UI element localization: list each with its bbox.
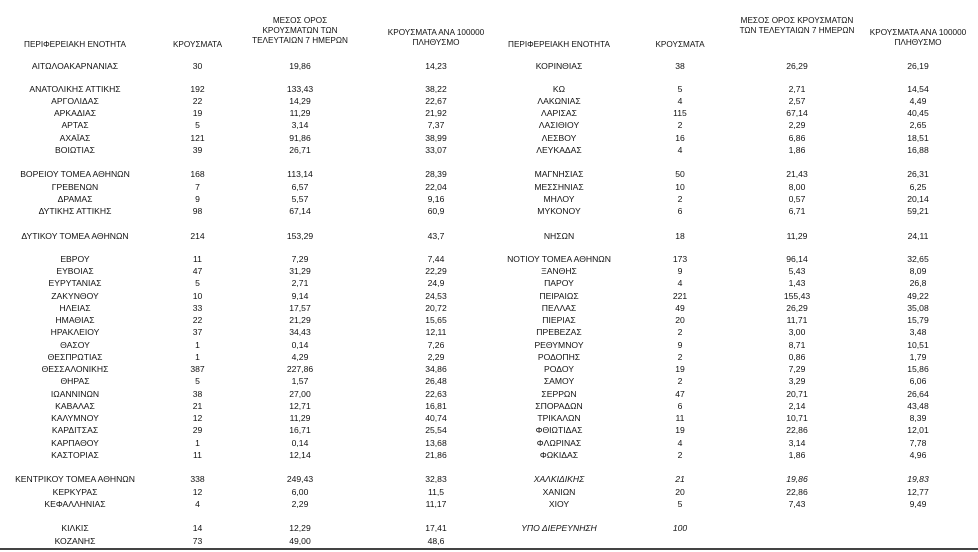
cases-cell: 4	[677, 145, 683, 155]
avg7-cell: 5,57	[291, 194, 309, 204]
region-name-cell: ΡΟΔΟΠΗΣ	[537, 352, 581, 362]
avg7-cell: 1,43	[788, 278, 806, 288]
avg7-cell: 4,29	[291, 352, 309, 362]
cases-cell: 221	[672, 291, 688, 301]
per100k-cell: 4,49	[909, 96, 927, 106]
avg7-cell: 1,86	[788, 450, 806, 460]
region-name-cell: ΚΑΣΤΟΡΙΑΣ	[51, 450, 99, 460]
region-name-cell: ΚΙΛΚΙΣ	[61, 523, 89, 533]
per100k-cell: 9,49	[909, 499, 927, 509]
per100k-cell: 26,64	[907, 389, 929, 399]
region-name-cell: ΚΑΒΑΛΑΣ	[55, 401, 95, 411]
avg7-cell: 21,29	[289, 315, 311, 325]
avg7-cell: 3,14	[788, 438, 806, 448]
cases-cell: 4	[677, 96, 683, 106]
per100k-cell: 32,83	[425, 474, 447, 484]
per100k-cell: 4,96	[909, 450, 927, 460]
per100k-cell: 12,77	[907, 487, 929, 497]
region-name-cell: ΡΕΘΥΜΝΟΥ	[534, 340, 584, 350]
avg7-cell: 2,29	[788, 120, 806, 130]
per100k-cell: 1,79	[909, 352, 927, 362]
per100k-cell: 22,29	[425, 266, 447, 276]
region-name-cell: ΕΥΒΟΙΑΣ	[56, 266, 94, 276]
avg7-cell: 96,14	[786, 254, 808, 264]
avg7-cell: 11,29	[289, 413, 311, 423]
avg7-cell: 26,29	[786, 303, 808, 313]
cases-cell: 1	[195, 352, 200, 362]
avg7-cell: 67,14	[786, 108, 808, 118]
region-name-cell: ΕΥΡΥΤΑΝΙΑΣ	[48, 278, 102, 288]
avg7-cell: 153,29	[286, 231, 314, 241]
per100k-cell: 40,45	[907, 108, 929, 118]
cases-cell: 14	[192, 523, 203, 533]
avg7-cell: 6,57	[291, 182, 309, 192]
per100k-cell: 7,78	[909, 438, 927, 448]
region-name-cell: ΕΒΡΟΥ	[60, 254, 90, 264]
avg7-cell: 17,57	[289, 303, 311, 313]
region-name-cell: ΔΡΑΜΑΣ	[57, 194, 93, 204]
avg7-cell: 9,14	[291, 291, 309, 301]
region-name-cell: ΜΥΚΟΝΟΥ	[537, 206, 581, 216]
region-name-cell: ΦΩΚΙΔΑΣ	[539, 450, 579, 460]
region-name-cell: ΠΙΕΡΙΑΣ	[542, 315, 576, 325]
region-name-cell: ΗΛΕΙΑΣ	[59, 303, 91, 313]
avg7-cell: 14,29	[289, 96, 311, 106]
per100k-cell: 32,65	[907, 254, 929, 264]
cases-cell: 9	[195, 194, 200, 204]
region-name-cell: ΜΗΛΟΥ	[543, 194, 575, 204]
region-name-cell: ΚΕΦΑΛΛΗΝΙΑΣ	[44, 499, 106, 509]
cases-cell: 49	[675, 303, 685, 313]
per100k-cell: 6,25	[909, 182, 927, 192]
cases-cell: 2	[677, 120, 683, 130]
cases-cell: 5	[677, 84, 683, 94]
avg7-cell: 91,86	[289, 133, 311, 143]
cases-cell: 10	[192, 291, 203, 301]
cases-cell: 98	[192, 206, 203, 216]
region-name-cell: ΘΗΡΑΣ	[60, 376, 90, 386]
cases-cell: 73	[192, 536, 203, 546]
per100k-cell: 15,79	[907, 315, 929, 325]
region-name-cell: ΒΟΡΕΙΟΥ ΤΟΜΕΑ ΑΘΗΝΩΝ	[20, 169, 130, 179]
avg7-cell: 12,29	[289, 523, 311, 533]
cases-cell: 5	[195, 376, 200, 386]
header-region-right: ΠΕΡΙΦΕΡΕΙΑΚΗ ΕΝΟΤΗΤΑ	[508, 40, 610, 49]
cases-cell: 38	[192, 389, 203, 399]
region-name-cell: ΠΡΕΒΕΖΑΣ	[536, 327, 582, 337]
per100k-cell: 17,41	[425, 523, 447, 533]
region-name-cell: ΣΑΜΟΥ	[543, 376, 575, 386]
region-name-cell: ΠΕΙΡΑΙΩΣ	[539, 291, 579, 301]
avg7-cell: 22,86	[786, 425, 808, 435]
cases-cell: 9	[677, 266, 683, 276]
region-name-cell: ΦΛΩΡΙΝΑΣ	[536, 438, 582, 448]
avg7-cell: 10,71	[786, 413, 808, 423]
region-name-cell: ΔΥΤΙΚΗΣ ΑΤΤΙΚΗΣ	[38, 206, 112, 216]
per100k-cell: 25,54	[425, 425, 447, 435]
region-name-cell: ΠΑΡΟΥ	[544, 278, 574, 288]
region-name-cell: ΧΑΝΙΩΝ	[542, 487, 576, 497]
per100k-cell: 59,21	[907, 206, 929, 216]
cases-cell: 121	[190, 133, 205, 143]
avg7-cell: 249,43	[286, 474, 314, 484]
cases-cell: 21	[675, 474, 685, 484]
region-name-cell: ΝΟΤΙΟΥ ΤΟΜΕΑ ΑΘΗΝΩΝ	[507, 254, 611, 264]
region-name-cell: ΣΕΡΡΩΝ	[541, 389, 577, 399]
avg7-cell: 2,14	[788, 401, 806, 411]
region-name-cell: ΛΕΥΚΑΔΑΣ	[536, 145, 582, 155]
cases-cell: 214	[190, 231, 205, 241]
avg7-cell: 2,57	[788, 96, 806, 106]
region-name-cell: ΚΑΡΠΑΘΟΥ	[51, 438, 99, 448]
per100k-cell: 14,23	[425, 61, 447, 71]
per100k-cell: 21,92	[425, 108, 447, 118]
avg7-cell: 49,00	[289, 536, 311, 546]
avg7-cell: 26,29	[786, 61, 808, 71]
cases-cell: 11	[193, 450, 202, 460]
region-name-cell: ΔΥΤΙΚΟΥ ΤΟΜΕΑ ΑΘΗΝΩΝ	[21, 231, 129, 241]
avg7-cell: 7,29	[788, 364, 806, 374]
cases-cell: 20	[675, 315, 685, 325]
region-name-cell: ΜΕΣΣΗΝΙΑΣ	[534, 182, 584, 192]
avg7-cell: 20,71	[786, 389, 808, 399]
region-name-cell: ΓΡΕΒΕΝΩΝ	[51, 182, 99, 192]
cases-cell: 2	[677, 376, 683, 386]
cases-cell: 11	[675, 413, 685, 423]
cases-cell: 16	[675, 133, 685, 143]
region-name-cell: ΧΙΟΥ	[548, 499, 570, 509]
cases-cell: 2	[677, 450, 683, 460]
region-name-cell: ΚΑΡΔΙΤΣΑΣ	[51, 425, 99, 435]
avg7-cell: 7,29	[291, 254, 309, 264]
region-name-cell: ΚΕΝΤΡΙΚΟΥ ΤΟΜΕΑ ΑΘΗΝΩΝ	[15, 474, 135, 484]
per100k-cell: 22,04	[425, 182, 447, 192]
avg7-cell: 21,43	[786, 169, 808, 179]
avg7-cell: 2,71	[788, 84, 806, 94]
per100k-cell: 34,86	[425, 364, 447, 374]
per100k-cell: 20,72	[425, 303, 447, 313]
avg7-cell: 12,71	[289, 401, 311, 411]
region-name-cell: ΒΟΙΩΤΙΑΣ	[55, 145, 95, 155]
header-cases-left: ΚΡΟΥΣΜΑΤΑ	[172, 40, 223, 49]
region-name-cell: ΘΕΣΣΑΛΟΝΙΚΗΣ	[41, 364, 109, 374]
avg7-cell: 0,86	[788, 352, 806, 362]
avg7-cell: 6,00	[291, 487, 309, 497]
avg7-cell: 6,71	[788, 206, 806, 216]
avg7-cell: 67,14	[289, 206, 311, 216]
avg7-cell: 3,29	[788, 376, 806, 386]
region-name-cell: ΑΡΚΑΔΙΑΣ	[53, 108, 97, 118]
avg7-cell: 8,71	[788, 340, 806, 350]
region-name-cell: ΗΡΑΚΛΕΙΟΥ	[50, 327, 100, 337]
per100k-cell: 11,17	[425, 499, 447, 509]
region-name-cell: ΙΩΑΝΝΙΝΩΝ	[50, 389, 100, 399]
avg7-cell: 2,71	[291, 278, 309, 288]
avg7-cell: 8,00	[788, 182, 806, 192]
per100k-cell: 10,51	[907, 340, 929, 350]
cases-cell: 5	[195, 120, 200, 130]
per100k-cell: 26,8	[909, 278, 927, 288]
header-region-left: ΠΕΡΙΦΕΡΕΙΑΚΗ ΕΝΟΤΗΤΑ	[24, 40, 126, 49]
per100k-cell: 43,48	[907, 401, 929, 411]
per100k-cell: 8,39	[909, 413, 927, 423]
cases-cell: 33	[192, 303, 203, 313]
cases-cell: 7	[195, 182, 200, 192]
per100k-cell: 7,26	[427, 340, 445, 350]
per100k-cell: 12,01	[907, 425, 929, 435]
per100k-cell: 2,65	[909, 120, 927, 130]
cases-cell: 19	[675, 425, 685, 435]
avg7-cell: 6,86	[788, 133, 806, 143]
region-name-cell: ΚΩ	[552, 84, 566, 94]
per100k-cell: 48,6	[427, 536, 445, 546]
avg7-cell: 0,57	[788, 194, 806, 204]
avg7-cell: 11,29	[289, 108, 311, 118]
avg7-cell: 227,86	[286, 364, 314, 374]
avg7-cell: 27,00	[289, 389, 311, 399]
avg7-cell: 3,14	[291, 120, 309, 130]
cases-cell: 4	[677, 278, 683, 288]
cases-cell: 2	[677, 194, 683, 204]
header-avg7-right: ΜΕΣΟΣ ΟΡΟΣ ΚΡΟΥΣΜΑΤΩΝ ΤΩΝ ΤΕΛΕΥΤΑΙΩΝ 7 ΗΜΕΡΩΝ	[739, 16, 855, 35]
avg7-cell: 12,14	[289, 450, 311, 460]
avg7-cell: 1,86	[788, 145, 806, 155]
per100k-cell: 35,08	[907, 303, 929, 313]
region-name-cell: ΡΟΔΟΥ	[544, 364, 574, 374]
cases-cell: 18	[675, 231, 685, 241]
region-name-cell: ΚΟΖΑΝΗΣ	[54, 536, 96, 546]
per100k-cell: 15,86	[907, 364, 929, 374]
avg7-cell: 155,43	[783, 291, 811, 301]
cases-cell: 19	[192, 108, 203, 118]
per100k-cell: 49,22	[907, 291, 929, 301]
cases-cell: 47	[675, 389, 685, 399]
avg7-cell: 19,86	[786, 474, 808, 484]
cases-cell: 192	[190, 84, 205, 94]
avg7-cell: 7,43	[788, 499, 806, 509]
avg7-cell: 31,29	[289, 266, 311, 276]
cases-cell: 168	[190, 169, 205, 179]
cases-cell: 173	[672, 254, 688, 264]
cases-cell: 115	[673, 108, 687, 118]
region-name-cell: ΛΑΚΩΝΙΑΣ	[537, 96, 581, 106]
cases-cell: 2	[677, 352, 683, 362]
header-per100k-right: ΚΡΟΥΣΜΑΤΑ ΑΝΑ 100000 ΠΛΗΘΥΣΜΟ	[869, 28, 967, 47]
per100k-cell: 33,07	[425, 145, 447, 155]
cases-cell: 338	[190, 474, 205, 484]
per100k-cell: 24,53	[425, 291, 447, 301]
per100k-cell: 8,09	[909, 266, 927, 276]
per100k-cell: 12,11	[425, 327, 447, 337]
region-name-cell: ΚΑΛΥΜΝΟΥ	[51, 413, 99, 423]
per100k-cell: 28,39	[425, 169, 447, 179]
table-bottom-border	[0, 548, 978, 550]
per100k-cell: 38,99	[425, 133, 447, 143]
per100k-cell: 6,06	[909, 376, 927, 386]
region-name-cell: ΛΕΣΒΟΥ	[541, 133, 577, 143]
per100k-cell: 7,37	[427, 120, 445, 130]
region-name-cell: ΞΑΝΘΗΣ	[541, 266, 577, 276]
per100k-cell: 43,7	[427, 231, 445, 241]
cases-cell: 12	[192, 413, 203, 423]
cases-cell: 21	[192, 401, 203, 411]
avg7-cell: 34,43	[289, 327, 311, 337]
per100k-cell: 38,22	[425, 84, 447, 94]
per100k-cell: 11,5	[427, 487, 445, 497]
cases-cell: 12	[192, 487, 203, 497]
avg7-cell: 0,14	[291, 438, 309, 448]
region-name-cell: ΑΡΤΑΣ	[61, 120, 89, 130]
avg7-cell: 2,29	[291, 499, 309, 509]
region-name-cell: ΑΙΤΩΛΟΑΚΑΡΝΑΝΙΑΣ	[31, 61, 119, 71]
region-name-cell: ΖΑΚΥΝΘΟΥ	[51, 291, 99, 301]
per100k-cell: 22,63	[425, 389, 447, 399]
region-name-cell: ΦΘΙΩΤΙΔΑΣ	[535, 425, 583, 435]
cases-cell: 2	[677, 327, 683, 337]
cases-cell: 5	[195, 278, 200, 288]
avg7-cell: 26,71	[289, 145, 311, 155]
region-name-cell: ΥΠΟ ΔΙΕΡΕΥΝΗΣΗ	[521, 523, 597, 533]
region-name-cell: ΑΡΓΟΛΙΔΑΣ	[51, 96, 99, 106]
cases-cell: 22	[192, 96, 203, 106]
per100k-cell: 26,31	[907, 169, 929, 179]
per100k-cell: 22,67	[425, 96, 447, 106]
cases-cell: 11	[193, 254, 202, 264]
cases-cell: 20	[675, 487, 685, 497]
region-name-cell: ΣΠΟΡΑΔΩΝ	[535, 401, 583, 411]
per100k-cell: 18,51	[907, 133, 929, 143]
region-name-cell: ΘΕΣΠΡΩΤΙΑΣ	[47, 352, 103, 362]
avg7-cell: 3,00	[788, 327, 806, 337]
cases-cell: 100	[672, 523, 688, 533]
avg7-cell: 11,71	[786, 315, 808, 325]
cases-cell: 6	[677, 401, 683, 411]
avg7-cell: 113,14	[287, 169, 313, 179]
per100k-cell: 9,16	[427, 194, 445, 204]
region-name-cell: ΛΑΣΙΘΙΟΥ	[538, 120, 580, 130]
avg7-cell: 22,86	[786, 487, 808, 497]
per100k-cell: 19,83	[907, 474, 929, 484]
region-name-cell: ΗΜΑΘΙΑΣ	[55, 315, 95, 325]
avg7-cell: 1,57	[291, 376, 309, 386]
cases-cell: 38	[675, 61, 685, 71]
region-name-cell: ΘΑΣΟΥ	[60, 340, 90, 350]
per100k-cell: 13,68	[425, 438, 447, 448]
cases-cell: 10	[675, 182, 685, 192]
avg7-cell: 5,43	[788, 266, 806, 276]
region-name-cell: ΑΧΑΪΑΣ	[59, 133, 91, 143]
cases-cell: 22	[192, 315, 203, 325]
cases-cell: 39	[192, 145, 203, 155]
avg7-cell: 133,43	[286, 84, 314, 94]
header-per100k-left: ΚΡΟΥΣΜΑΤΑ ΑΝΑ 100000 ΠΛΗΘΥΣΜΟ	[387, 28, 485, 47]
avg7-cell: 16,71	[289, 425, 311, 435]
region-name-cell: ΚΕΡΚΥΡΑΣ	[52, 487, 98, 497]
per100k-cell: 7,44	[427, 254, 445, 264]
per100k-cell: 40,74	[425, 413, 447, 423]
cases-cell: 9	[677, 340, 683, 350]
cases-cell: 50	[675, 169, 685, 179]
cases-cell: 37	[192, 327, 203, 337]
region-name-cell: ΠΕΛΛΑΣ	[541, 303, 577, 313]
per100k-cell: 26,19	[907, 61, 929, 71]
region-name-cell: ΚΟΡΙΝΘΙΑΣ	[535, 61, 583, 71]
cases-cell: 29	[192, 425, 203, 435]
per100k-cell: 24,9	[427, 278, 445, 288]
region-name-cell: ΑΝΑΤΟΛΙΚΗΣ ΑΤΤΙΚΗΣ	[29, 84, 121, 94]
cases-cell: 387	[190, 364, 205, 374]
per100k-cell: 16,88	[907, 145, 929, 155]
per100k-cell: 21,86	[425, 450, 447, 460]
per100k-cell: 14,54	[907, 84, 929, 94]
per100k-cell: 26,48	[425, 376, 447, 386]
per100k-cell: 3,48	[909, 327, 927, 337]
cases-cell: 4	[677, 438, 683, 448]
header-cases-right: ΚΡΟΥΣΜΑΤΑ	[655, 40, 705, 49]
region-name-cell: ΤΡΙΚΑΛΩΝ	[537, 413, 581, 423]
cases-cell: 5	[677, 499, 683, 509]
per100k-cell: 20,14	[907, 194, 929, 204]
cases-cell: 1	[195, 340, 200, 350]
avg7-cell: 19,86	[289, 61, 311, 71]
per100k-cell: 15,65	[425, 315, 447, 325]
region-name-cell: ΝΗΣΩΝ	[543, 231, 575, 241]
per100k-cell: 24,11	[907, 231, 929, 241]
region-name-cell: ΜΑΓΝΗΣΙΑΣ	[534, 169, 584, 179]
cases-cell: 30	[192, 61, 203, 71]
cases-cell: 47	[192, 266, 203, 276]
cases-cell: 19	[675, 364, 685, 374]
avg7-cell: 0,14	[291, 340, 309, 350]
cases-cell: 4	[195, 499, 200, 509]
header-avg7-left: ΜΕΣΟΣ ΟΡΟΣ ΚΡΟΥΣΜΑΤΩΝ ΤΩΝ ΤΕΛΕΥΤΑΙΩΝ 7 ΗΜΕΡΩΝ	[252, 16, 348, 45]
per100k-cell: 16,81	[425, 401, 447, 411]
cases-cell: 1	[195, 438, 200, 448]
per100k-cell: 60,9	[427, 206, 445, 216]
per100k-cell: 2,29	[427, 352, 445, 362]
region-name-cell: ΛΑΡΙΣΑΣ	[541, 108, 577, 118]
cases-cell: 6	[677, 206, 683, 216]
avg7-cell: 11,29	[786, 231, 808, 241]
region-name-cell: ΧΑΛΚΙΔΙΚΗΣ	[533, 474, 585, 484]
